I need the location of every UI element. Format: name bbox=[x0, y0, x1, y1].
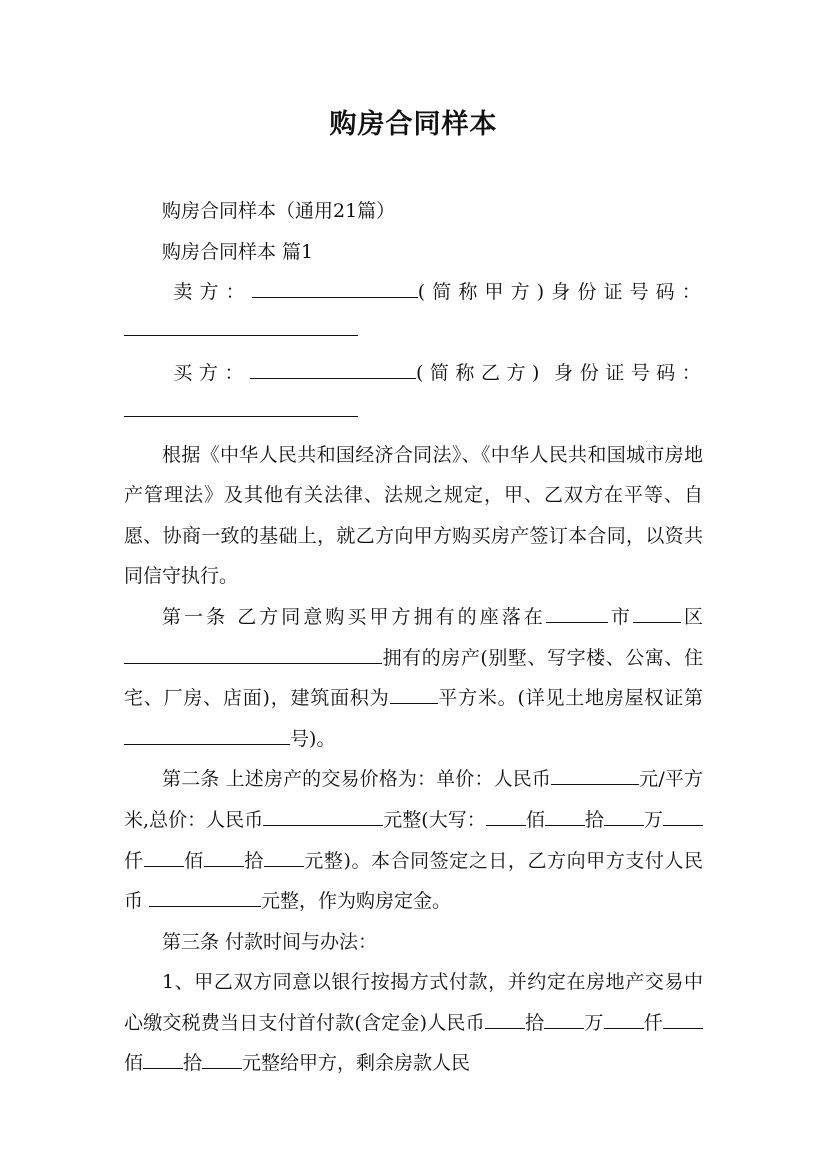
document-title: 购房合同样本 bbox=[329, 109, 498, 140]
buyer-name-blank[interactable] bbox=[250, 360, 416, 379]
art2-text-c: 元整(大写： bbox=[383, 808, 486, 831]
art2-text-j: 元整)。本合同签定之日，乙方向甲方支付人民币 bbox=[124, 849, 703, 913]
payment-clause-1 bbox=[124, 962, 703, 1084]
pay1-text-f: 拾 bbox=[183, 1052, 203, 1075]
art2-text-a: 第二条 上述房产的交易价格为：单价：人民币 bbox=[162, 768, 552, 791]
pay-qian-blank[interactable] bbox=[604, 1010, 644, 1029]
hundreds-blank[interactable] bbox=[486, 807, 526, 826]
pay-wan-blank[interactable] bbox=[544, 1010, 584, 1029]
district-blank-1[interactable] bbox=[633, 604, 681, 623]
article-1 bbox=[124, 597, 703, 759]
art2-text-b: 元/平方米,总价：人民币 bbox=[124, 768, 704, 831]
subtitle: 购房合同样本（通用21篇） bbox=[162, 200, 396, 222]
pay-shiwan-blank[interactable] bbox=[485, 1010, 525, 1029]
pay1-text-g: 元整给甲方，剩余房款人民 bbox=[242, 1052, 471, 1075]
section-heading: 购房合同样本 篇1 bbox=[162, 240, 314, 263]
yuan-blank[interactable] bbox=[264, 848, 304, 867]
deposit-blank[interactable] bbox=[149, 888, 261, 907]
art1-text-b: 市 bbox=[607, 605, 633, 628]
qian-blank[interactable] bbox=[663, 807, 703, 826]
pay-bai-blank[interactable] bbox=[663, 1010, 703, 1029]
intro-paragraph: 根据《中华人民共和国经济合同法》、《中华人民共和国城市房地产管理法》及其他有关法律、法规之规定，甲、乙双方在平等、自愿、协商一致的基础上，就乙方向甲方购买房产签订本合同，以资共同信守执行。 bbox=[124, 443, 703, 588]
total-price-blank[interactable] bbox=[263, 807, 383, 826]
art1-text-e: 平方米。(详见土地房屋权证第 bbox=[437, 687, 703, 710]
pay1-text-c: 万 bbox=[584, 1011, 604, 1034]
art1-text-f: 号)。 bbox=[290, 727, 336, 750]
seller-label: 卖方： bbox=[173, 281, 252, 304]
art2-text-e: 拾 bbox=[584, 808, 604, 831]
unit-price-blank[interactable] bbox=[551, 766, 639, 785]
seller-id-blank[interactable] bbox=[124, 317, 358, 336]
pay1-text-d: 仟 bbox=[643, 1011, 663, 1034]
art1-text-a: 第一条 乙方同意购买甲方拥有的座落在 bbox=[162, 605, 546, 628]
shi-blank[interactable] bbox=[204, 848, 244, 867]
buyer-id-label: (简称乙方) 身份证号码： bbox=[415, 362, 703, 385]
art1-text-d: 拥有的房产(别墅、写字楼、公寓、住宅、厂房、店面)，建筑面积为 bbox=[124, 646, 703, 710]
seller-line bbox=[124, 272, 703, 313]
buyer-id-line bbox=[124, 394, 703, 435]
bai-blank[interactable] bbox=[144, 848, 184, 867]
buyer-line bbox=[124, 353, 703, 394]
seller-id-label: (简称甲方)身份证号码： bbox=[417, 281, 703, 304]
article-2 bbox=[124, 759, 703, 921]
pay-shi-blank[interactable] bbox=[143, 1050, 183, 1069]
buyer-label: 买方： bbox=[173, 362, 250, 385]
art2-text-d: 佰 bbox=[525, 808, 545, 831]
art2-text-h: 佰 bbox=[183, 849, 204, 872]
pay-yuan-blank[interactable] bbox=[202, 1050, 242, 1069]
document-body bbox=[124, 191, 703, 1084]
pay1-text-b: 拾 bbox=[524, 1011, 545, 1034]
art2-text-k: 元整，作为购房定金。 bbox=[261, 890, 452, 913]
art2-text-f: 万 bbox=[643, 808, 663, 831]
buyer-id-blank[interactable] bbox=[124, 398, 358, 417]
certificate-number-blank[interactable] bbox=[124, 726, 290, 745]
pay1-text-e: 佰 bbox=[124, 1052, 144, 1075]
address-blank[interactable] bbox=[124, 645, 382, 664]
article-3-heading: 第三条 付款时间与办法： bbox=[162, 930, 378, 953]
city-blank[interactable] bbox=[546, 604, 608, 623]
area-blank[interactable] bbox=[390, 685, 438, 704]
wan-blank[interactable] bbox=[604, 807, 644, 826]
art2-text-g: 仟 bbox=[124, 849, 144, 872]
art1-text-c: 区 bbox=[680, 605, 703, 628]
seller-name-blank[interactable] bbox=[252, 279, 418, 298]
art2-text-i: 拾 bbox=[243, 849, 264, 872]
seller-id-line bbox=[124, 313, 703, 354]
tens-blank[interactable] bbox=[545, 807, 585, 826]
pay1-text-a: 1、甲乙双方同意以银行按揭方式付款，并约定在房地产交易中心缴交税费当日支付首付款(含定金)人民币 bbox=[124, 971, 703, 1034]
